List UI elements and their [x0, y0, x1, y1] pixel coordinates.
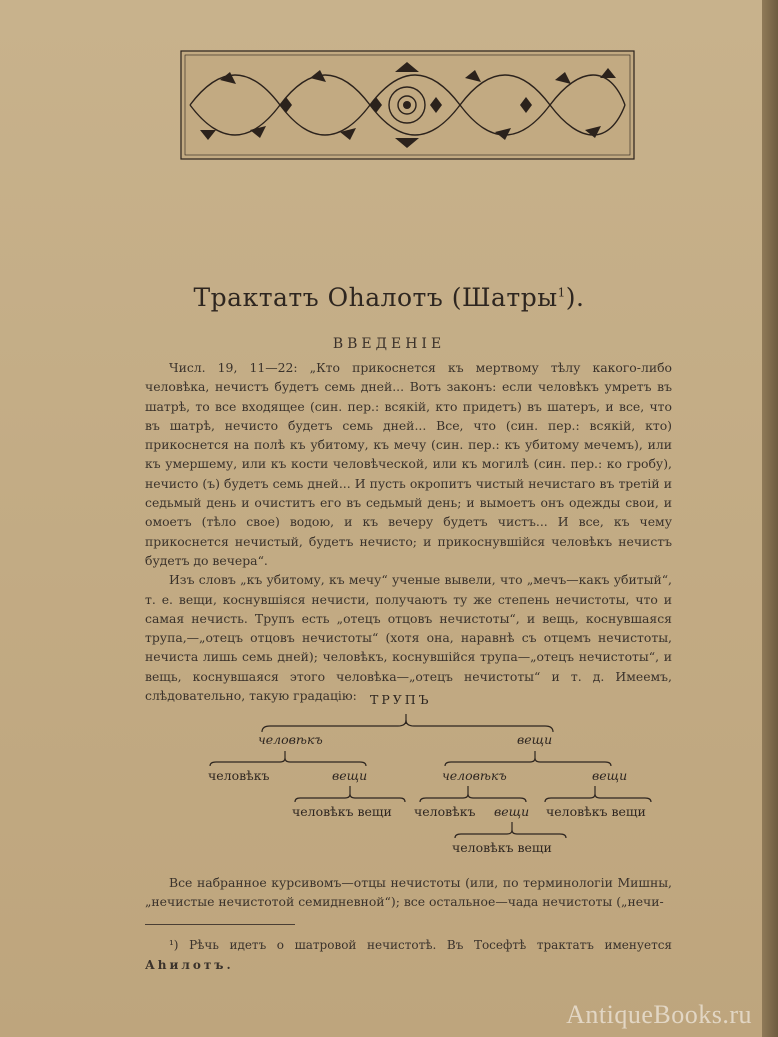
footnote	[145, 935, 672, 975]
diagram-l3-a: человѣкъ вещи	[292, 804, 392, 819]
main-text-continued	[145, 873, 672, 912]
watermark: AntiqueBooks.ru	[566, 1000, 752, 1029]
section-heading: ВВЕДЕНІЕ	[332, 336, 446, 352]
diagram-l4: человѣкъ вещи	[452, 840, 552, 855]
page-edge	[762, 0, 778, 1037]
paragraph-2: Изъ словъ „къ убитому, къ мечу“ ученые вывели, что „мечъ—какъ убитый“, т. е. вещи, коснувшіяся нечисти, получаютъ ту же степень нечистоты, что и самая нечисть. Трупъ есть „отецъ отцовъ нечистоты“, и вещь, коснувшаяся трупа,—„отецъ отцовъ нечистоты“ (хотя она, наравнѣ съ отцемъ нечистоты, нечиста лишь семь дней); человѣкъ, коснувшійся трупа—„отецъ нечистоты“, и вещь, коснувшаяся этого человѣка—„отецъ нечистоты“ и т. д. Имеемъ, слѣдовательно, такую градацію:	[145, 572, 672, 704]
impurity-gradation-diagram	[200, 688, 680, 868]
diagram-l3-b1: человѣкъ	[414, 804, 476, 819]
footnote-name: Аһилотъ.	[145, 958, 234, 972]
diagram-l1-right: вещи	[517, 732, 553, 747]
diagram-l2-b: вещи	[332, 768, 368, 783]
paragraph-3: Все набранное курсивомъ—отцы нечистоты (или, по терминологіи Мишны, „нечистые нечистотой семидневной“); все остальное—чада нечистоты („нечи-	[145, 875, 672, 910]
footnote-text: ¹) Рѣчь идетъ о шатровой нечистотѣ. Въ Тосефтѣ трактатъ именуется	[169, 938, 672, 952]
page-title	[0, 283, 778, 312]
diagram-l1-left: человѣкъ	[258, 732, 323, 747]
main-text	[145, 358, 672, 705]
paragraph-1: Числ. 19, 11—22: „Кто прикоснется къ мертвому тѣлу какого-либо человѣка, нечистъ будетъ семь дней... Вотъ законъ: если человѣкъ умретъ въ шатрѣ, то все входящее (син. пер.: всякій, кто придетъ) въ шатеръ, и все, что въ шатрѣ, нечисто будетъ семь дней... Все, что (син. пер.: всякій, кто) прикоснется на полѣ къ убитому, къ мечу (син. пер.: къ убитому мечемъ), или къ умершему, или къ кости человѣческой, или къ могилѣ (син. пер.: ко гробу), нечисто (ъ) будетъ семь дней... И пусть окропитъ чистый нечистаго въ третій и седьмый день и очиститъ его въ седьмый день; и вымоетъ онъ одежды свои, и омоетъ (тѣло свое) водою, и къ вечеру будетъ чистъ... И все, къ чему прикоснется нечистый, будетъ нечисто; и прикоснувшійся человѣкъ нечистъ будетъ до вечера“.	[145, 360, 672, 568]
diagram-l3-b2: вещи	[494, 804, 530, 819]
diagram-root: ТРУПЪ	[370, 692, 432, 707]
title-close: ).	[565, 283, 585, 312]
title-footnote-marker: 1	[557, 285, 566, 300]
diagram-l2-d: вещи	[592, 768, 628, 783]
diagram-l3-c: человѣкъ вещи	[546, 804, 646, 819]
ornament-headpiece	[180, 50, 635, 160]
diagram-l2-c: человѣкъ	[442, 768, 507, 783]
diagram-l2-a: человѣкъ	[208, 768, 270, 783]
title-text: Трактатъ Оһалотъ (Шатры	[193, 283, 558, 312]
footnote-rule	[145, 924, 295, 925]
